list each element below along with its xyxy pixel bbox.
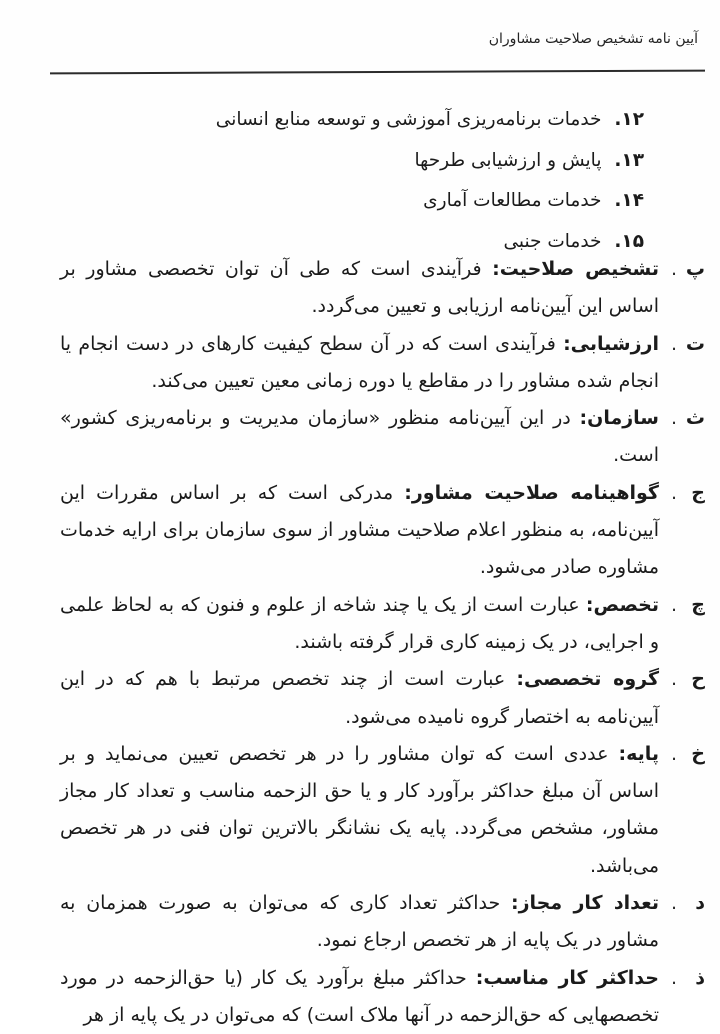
definition-body: فرآیندی است که در آن سطح کیفیت کارهای در دست انجام یا انجام شده مشاور را در مقاطع یا دوره زمانی معین تعیین می‌کند. [60, 332, 659, 392]
definition-marker [659, 251, 705, 288]
definition-item [60, 587, 705, 662]
definition-text [60, 251, 659, 326]
definition-marker [659, 400, 705, 437]
definition-marker-dot: . [671, 966, 678, 989]
definition-text [60, 587, 659, 662]
definition-marker-dot: . [671, 892, 678, 915]
definition-text [60, 326, 659, 401]
list-item-number: ۱۵. [614, 230, 644, 252]
list-item-label: پایش و ارزشیابی طرحها [414, 149, 602, 171]
definition-letter: خ [691, 742, 705, 765]
definition-term: گروه تخصصی: [516, 668, 659, 691]
definition-marker-dot: . [671, 668, 678, 691]
definition-term: تخصص: [585, 593, 659, 616]
list-item-label: خدمات مطالعات آماری [423, 190, 602, 212]
definition-marker-dot: . [671, 742, 678, 765]
definition-body: حداکثر تعداد کاری که می‌توان به صورت همزمان به مشاور در یک پایه از هر تخصص ارجاع نمود. [60, 892, 659, 952]
definition-item [60, 400, 705, 475]
definition-marker-dot: . [671, 481, 678, 504]
definition-marker [659, 736, 705, 773]
definition-marker-dot: . [671, 593, 678, 616]
definition-text [60, 736, 659, 885]
definition-letter: ج [691, 481, 705, 504]
definition-letter: ح [691, 668, 705, 691]
list-item [216, 141, 644, 182]
services-numbered-list [216, 100, 644, 262]
definition-term: سازمان: [579, 407, 659, 430]
list-item-number: ۱۳. [614, 149, 644, 171]
definition-term: تعداد کار مجاز: [511, 892, 659, 915]
definition-text [60, 400, 659, 475]
definition-body: حداکثر مبلغ برآورد یک کار (یا حق‌الزحمه در مورد تخصصهایی که حق‌الزحمه در آنها ملاک است) که می‌توان در یک پایه از هر [60, 966, 659, 1026]
definition-marker [659, 475, 705, 512]
definition-text [60, 475, 659, 587]
definition-term: حداکثر کار مناسب: [475, 966, 659, 989]
definition-item [60, 326, 705, 401]
definition-marker-dot: . [671, 407, 678, 430]
list-item-label: خدمات جنبی [503, 230, 602, 252]
definition-marker [659, 960, 705, 997]
list-item-number: ۱۲. [614, 109, 644, 130]
list-item-number: ۱۴. [614, 190, 644, 212]
running-header-title: آیین نامه تشخیص صلاحیت مشاوران [488, 31, 698, 47]
list-item [216, 100, 644, 141]
definition-marker [659, 326, 705, 363]
definition-text [60, 960, 659, 1034]
definition-letter: د [695, 892, 705, 915]
definition-marker-dot: . [671, 332, 678, 355]
definition-letter: ذ [695, 966, 705, 989]
list-item [216, 181, 644, 222]
definition-body: فرآیندی است که طی آن توان تخصصی مشاور بر اساس این آیین‌نامه ارزیابی و تعیین می‌گردد. [60, 258, 659, 318]
definition-marker [659, 661, 705, 698]
definition-body: در این آیین‌نامه منظور «سازمان مدیریت و برنامه‌ریزی کشور» است. [60, 407, 659, 467]
definition-term: تشخیص صلاحیت: [492, 258, 659, 280]
definition-term: گواهینامه صلاحیت مشاور: [404, 481, 659, 504]
definition-letter: پ [685, 258, 705, 280]
definition-marker [659, 885, 705, 922]
list-item-label: خدمات برنامه‌ریزی آموزشی و توسعه منابع انسانی [215, 109, 602, 130]
definition-marker [659, 587, 705, 624]
definition-text [60, 885, 659, 960]
definition-item [60, 885, 705, 960]
definition-letter: ت [685, 332, 705, 355]
definitions-list [60, 251, 705, 1034]
definition-body: مدرکی است که بر اساس مقررات این آیین‌نامه، به منظور اعلام صلاحیت مشاور از سوی سازمان برای ارایه خدمات مشاوره صادر می‌شود. [60, 481, 659, 579]
definition-term: پایه: [618, 742, 659, 765]
definition-marker-dot: . [671, 258, 678, 280]
definition-body: عددی است که توان مشاور را در هر تخصص تعیین می‌نماید و بر اساس آن مبلغ حداکثر برآورد کار و یا حق الزحمه مناسب و تعداد کار مجاز مشاور، مشخص می‌گردد. پایه یک نشانگر بالاترین توان فنی در هر تخصص می‌باشد. [60, 742, 659, 877]
definition-term: ارزشیابی: [563, 332, 659, 355]
definition-body: عبارت است از چند تخصص مرتبط با هم که در این آیین‌نامه به اختصار گروه نامیده می‌شود. [60, 668, 659, 728]
definition-body: عبارت است از یک یا چند شاخه از علوم و فنون که به لحاظ علمی و اجرایی، در یک زمینه کاری قرار گرفته باشند. [60, 593, 659, 653]
definition-item [60, 251, 705, 326]
definition-item [60, 661, 705, 736]
definition-item [60, 960, 705, 1034]
definition-item [60, 475, 705, 587]
header-divider-line [50, 70, 705, 75]
definition-letter: ث [685, 407, 705, 430]
definition-text [60, 661, 659, 736]
definition-letter: چ [691, 593, 705, 616]
definition-item [60, 736, 705, 885]
